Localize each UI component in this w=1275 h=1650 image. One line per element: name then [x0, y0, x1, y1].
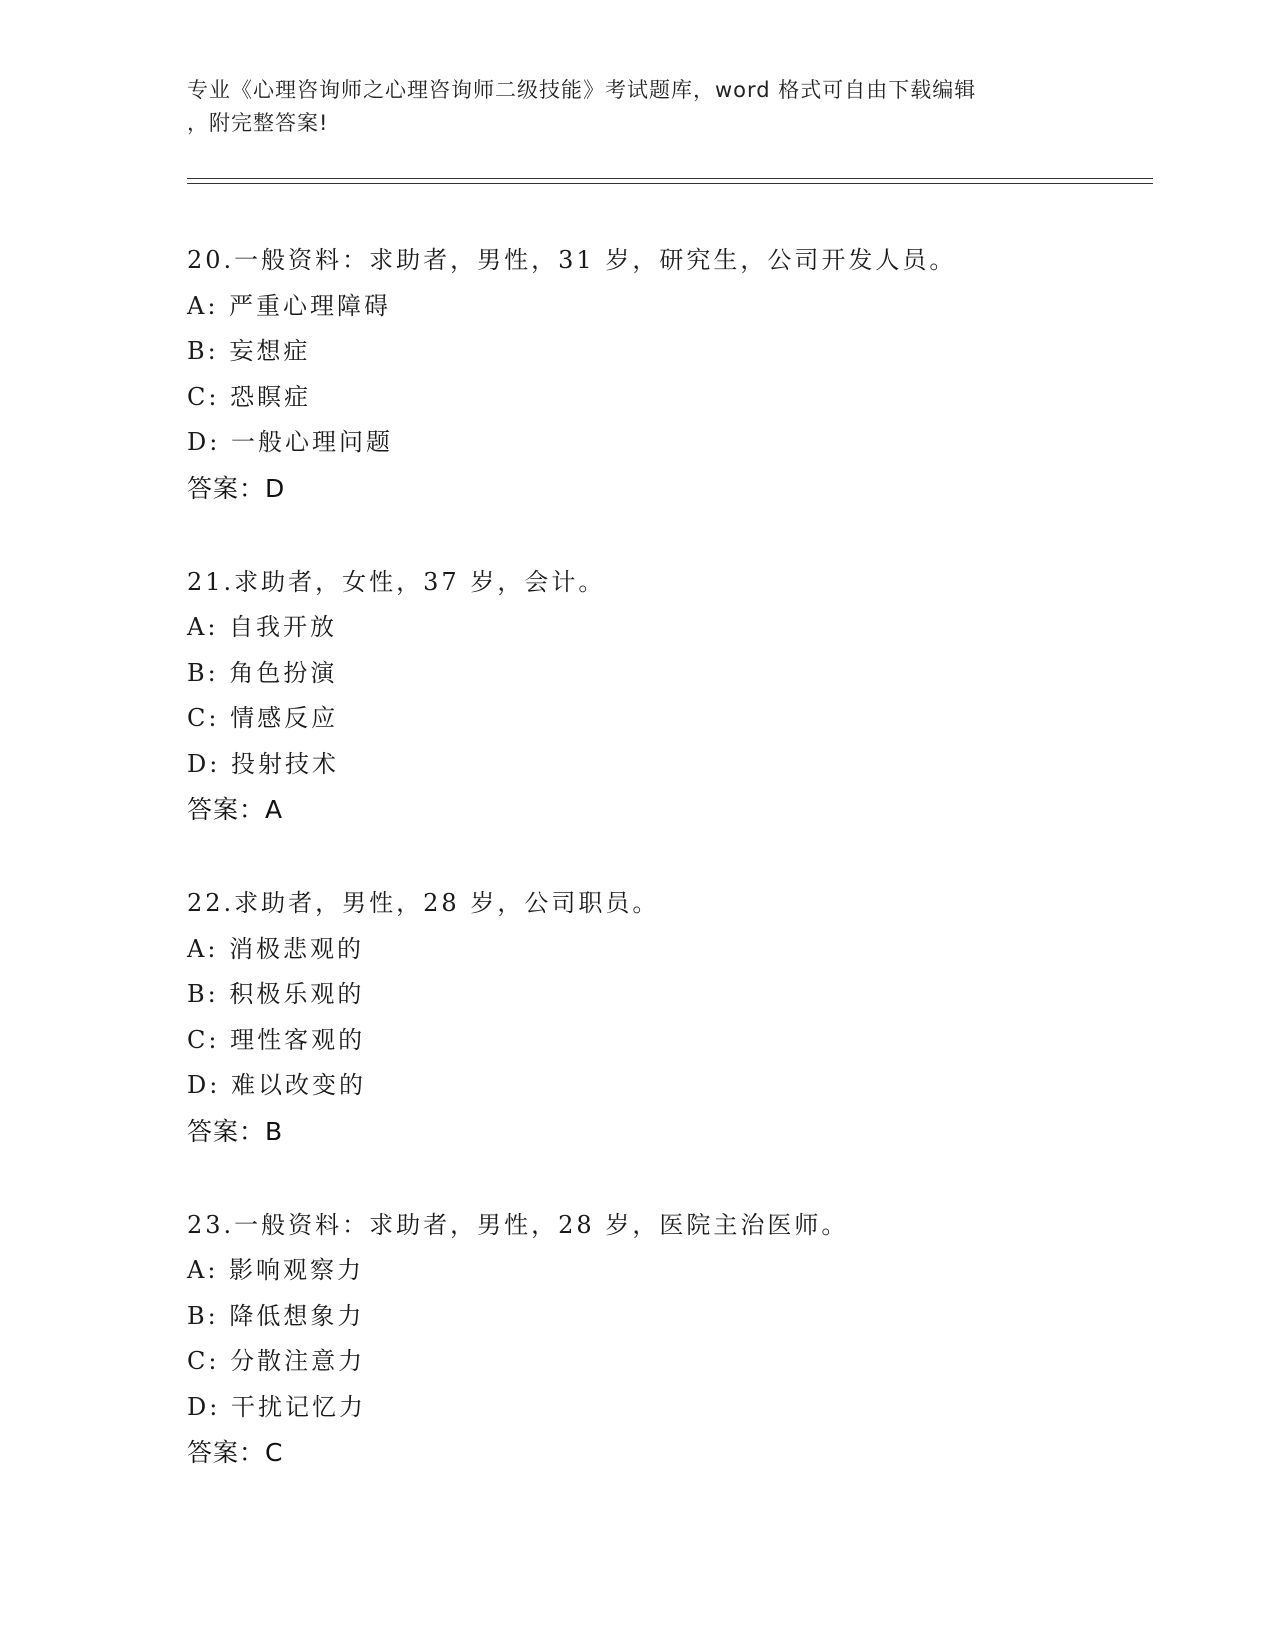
- option-d: D: 投射技术: [187, 749, 339, 778]
- document-header: [187, 74, 1087, 140]
- answer: 答案：B: [187, 1116, 284, 1146]
- option-d: D: 难以改变的: [187, 1071, 366, 1099]
- option-d: D: 干扰记忆力: [187, 1392, 366, 1421]
- option-a: A: 影响观察力: [187, 1256, 365, 1284]
- option-b: B: 角色扮演: [187, 658, 338, 687]
- option-c: C: 情感反应: [187, 704, 339, 732]
- option-b: B: 积极乐观的: [187, 980, 365, 1008]
- question-stem: 21.求助者，女性，37 岁，会计。: [187, 567, 606, 596]
- option-c: C: 理性客观的: [187, 1025, 366, 1054]
- answer: 答案：A: [187, 795, 284, 824]
- question-stem: 23.一般资料：求助者，男性，28 岁，医院主治医师。: [187, 1210, 849, 1239]
- option-b: B: 降低想象力: [187, 1301, 365, 1330]
- option-a: A: 消极悲观的: [187, 934, 365, 963]
- header-divider-bottom: [187, 183, 1153, 184]
- question-21: [187, 560, 1147, 834]
- question-stem: 22.求助者，男性，28 岁，公司职员。: [187, 889, 660, 917]
- option-a: A: 自我开放: [187, 613, 338, 641]
- question-list: [187, 238, 1147, 1524]
- question-20: [187, 238, 1147, 512]
- option-c: C: 恐瞑症: [187, 382, 312, 411]
- answer: 答案：D: [187, 473, 286, 503]
- option-c: C: 分散注意力: [187, 1347, 366, 1375]
- option-a: A: 严重心理障碍: [187, 291, 392, 320]
- option-d: D: 一般心理问题: [187, 428, 393, 456]
- question-23: [187, 1203, 1147, 1477]
- header-line-2: ，附完整答案!: [187, 111, 329, 135]
- answer: 答案：C: [187, 1438, 284, 1467]
- option-b: B: 妄想症: [187, 337, 311, 365]
- question-22: [187, 881, 1147, 1155]
- header-divider-top: [187, 178, 1153, 179]
- header-line-1: 专业《心理咨询师之心理咨询师二级技能》考试题库，word 格式可自由下载编辑: [187, 78, 977, 102]
- question-stem: 20.一般资料：求助者，男性，31 岁，研究生，公司开发人员。: [187, 246, 957, 274]
